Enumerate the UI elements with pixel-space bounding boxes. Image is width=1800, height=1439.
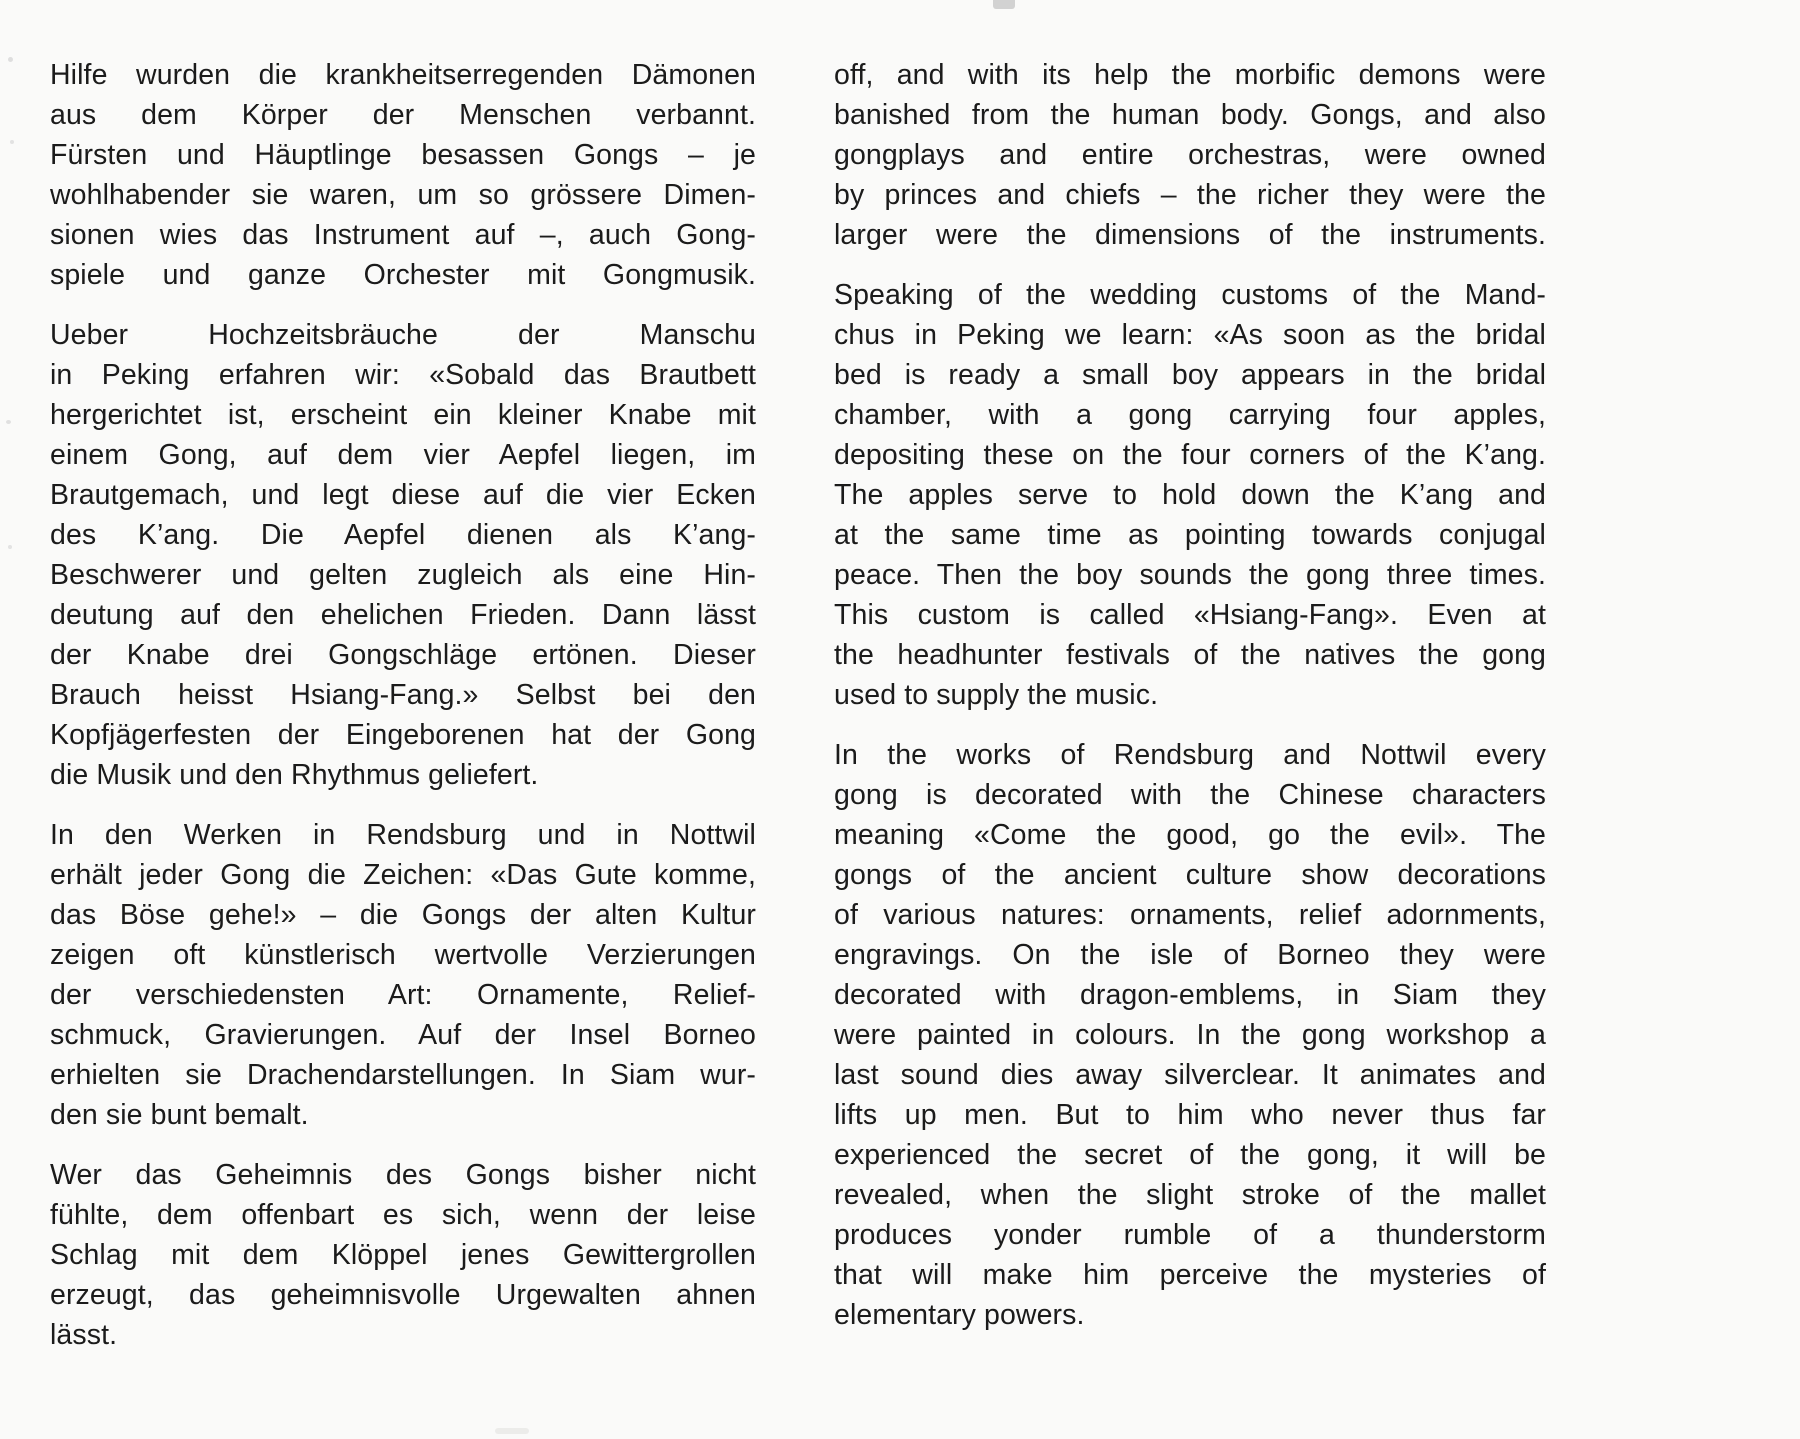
text-line: by princes and chiefs – the richer they were the xyxy=(834,179,1546,211)
paragraph xyxy=(50,55,756,295)
text-line: gong is decorated with the Chinese characters xyxy=(834,779,1546,811)
text-line: fühlte, dem offenbart es sich, wenn der leise xyxy=(50,1199,756,1231)
text-line: bed is ready a small boy appears in the bridal xyxy=(834,359,1546,391)
text-line: Beschwerer und gelten zugleich als eine Hin- xyxy=(50,559,756,591)
text-line: wohlhabender sie waren, um so grössere Dimen- xyxy=(50,179,756,211)
text-line: Ueber Hochzeitsbräuche der Manschu xyxy=(50,319,756,351)
text-line: einem Gong, auf dem vier Aepfel liegen, im xyxy=(50,439,756,471)
paragraph xyxy=(50,815,756,1135)
text-line: peace. Then the boy sounds the gong three times. xyxy=(834,559,1546,591)
text-line: In the works of Rendsburg and Nottwil every xyxy=(834,739,1546,771)
text-line: elementary powers. xyxy=(834,1299,1085,1331)
text-line: schmuck, Gravierungen. Auf der Insel Borneo xyxy=(50,1019,756,1051)
text-line: engravings. On the isle of Borneo they were xyxy=(834,939,1546,971)
text-line: chamber, with a gong carrying four apples, xyxy=(834,399,1546,431)
english-text-column xyxy=(834,55,1546,1375)
text-line: of various natures: ornaments, relief adornments, xyxy=(834,899,1546,931)
text-line: die Musik und den Rhythmus geliefert. xyxy=(50,759,539,791)
text-line: Wer das Geheimnis des Gongs bisher nicht xyxy=(50,1159,756,1191)
text-line: erhielten sie Drachendarstellungen. In Siam wur- xyxy=(50,1059,756,1091)
text-line: This custom is called «Hsiang-Fang». Even at xyxy=(834,599,1546,631)
paragraph xyxy=(50,315,756,795)
text-line: Brauch heisst Hsiang-Fang.» Selbst bei den xyxy=(50,679,756,711)
text-line: produces yonder rumble of a thunderstorm xyxy=(834,1219,1546,1251)
text-line: der Knabe drei Gongschläge ertönen. Dieser xyxy=(50,639,756,671)
text-line: meaning «Come the good, go the evil». The xyxy=(834,819,1546,851)
text-line: larger were the dimensions of the instruments. xyxy=(834,219,1546,251)
text-line: der verschiedensten Art: Ornamente, Relief- xyxy=(50,979,756,1011)
text-line: in Peking erfahren wir: «Sobald das Brautbett xyxy=(50,359,756,391)
text-line: decorated with dragon-emblems, in Siam they xyxy=(834,979,1546,1011)
text-line: depositing these on the four corners of the K’ang. xyxy=(834,439,1546,471)
text-line: off, and with its help the morbific demons were xyxy=(834,59,1546,91)
text-line: sionen wies das Instrument auf –, auch Gong- xyxy=(50,219,756,251)
text-line: revealed, when the slight stroke of the mallet xyxy=(834,1179,1546,1211)
text-line: Fürsten und Häuptlinge besassen Gongs – je xyxy=(50,139,756,171)
text-line: das Böse gehe!» – die Gongs der alten Kultur xyxy=(50,899,756,931)
text-line: at the same time as pointing towards conjugal xyxy=(834,519,1546,551)
text-line: In den Werken in Rendsburg und in Nottwil xyxy=(50,819,756,851)
text-line: Brautgemach, und legt diese auf die vier Ecken xyxy=(50,479,756,511)
text-line: Speaking of the wedding customs of the Mand- xyxy=(834,279,1546,311)
text-line: Hilfe wurden die krankheitserregenden Dämonen xyxy=(50,59,756,91)
text-line: banished from the human body. Gongs, and also xyxy=(834,99,1546,131)
text-line: that will make him perceive the mysteries of xyxy=(834,1259,1546,1291)
text-line: Kopfjägerfesten der Eingeborenen hat der Gong xyxy=(50,719,756,751)
text-line: zeigen oft künstlerisch wertvolle Verzierungen xyxy=(50,939,756,971)
german-text-column xyxy=(50,55,756,1375)
text-line: den sie bunt bemalt. xyxy=(50,1099,309,1131)
text-line: erhält jeder Gong die Zeichen: «Das Gute komme, xyxy=(50,859,756,891)
text-line: erzeugt, das geheimnisvolle Urgewalten ahnen xyxy=(50,1279,756,1311)
text-line: lässt. xyxy=(50,1319,118,1351)
text-line: The apples serve to hold down the K’ang and xyxy=(834,479,1546,511)
scan-smudge xyxy=(495,1428,529,1434)
paragraph xyxy=(50,1155,756,1355)
paragraph xyxy=(834,55,1546,255)
text-line: aus dem Körper der Menschen verbannt. xyxy=(50,99,756,131)
text-line: last sound dies away silverclear. It animates and xyxy=(834,1059,1546,1091)
text-line: were painted in colours. In the gong workshop a xyxy=(834,1019,1546,1051)
text-line: hergerichtet ist, erscheint ein kleiner Knabe mit xyxy=(50,399,756,431)
paragraph xyxy=(834,735,1546,1335)
text-line: lifts up men. But to him who never thus far xyxy=(834,1099,1546,1131)
text-line: des K’ang. Die Aepfel dienen als K’ang- xyxy=(50,519,756,551)
text-line: the headhunter festivals of the natives the gong xyxy=(834,639,1546,671)
text-line: experienced the secret of the gong, it will be xyxy=(834,1139,1546,1171)
text-line: gongplays and entire orchestras, were owned xyxy=(834,139,1546,171)
text-line: deutung auf den ehelichen Frieden. Dann lässt xyxy=(50,599,756,631)
text-line: spiele und ganze Orchester mit Gongmusik. xyxy=(50,259,756,291)
text-line: Schlag mit dem Klöppel jenes Gewittergrollen xyxy=(50,1239,756,1271)
text-line: chus in Peking we learn: «As soon as the bridal xyxy=(834,319,1546,351)
paragraph xyxy=(834,275,1546,715)
text-line: gongs of the ancient culture show decorations xyxy=(834,859,1546,891)
text-line: used to supply the music. xyxy=(834,679,1159,711)
